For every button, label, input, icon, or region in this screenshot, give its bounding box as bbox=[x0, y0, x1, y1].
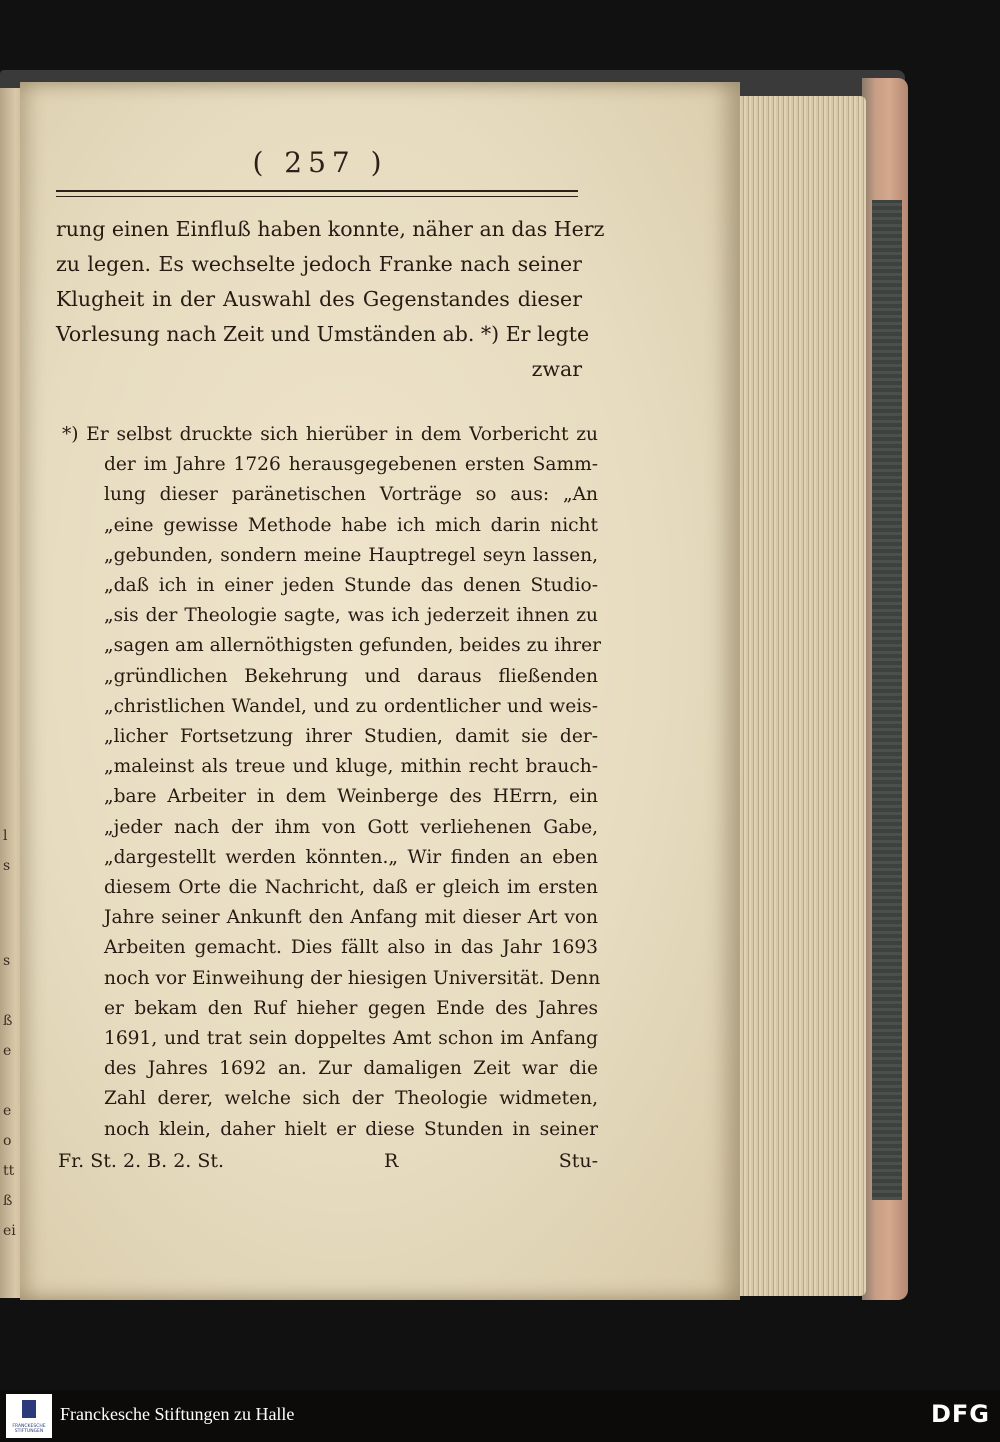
text-line: Vorlesung nach Zeit und Umständen ab. *) Er legte bbox=[56, 322, 590, 346]
dfg-logo[interactable]: DFG bbox=[930, 1400, 990, 1428]
footnote bbox=[62, 420, 601, 1145]
footnote-line: Zahl derer, welche sich der Theologie widmeten, bbox=[104, 1088, 598, 1110]
footnote-line: „sis der Theologie sagte, was ich jederzeit ihnen zu bbox=[104, 605, 598, 627]
left-margin-mark: ß bbox=[3, 1193, 13, 1209]
header-rule bbox=[56, 190, 578, 197]
signature-mark: Fr. St. 2. B. 2. St. bbox=[58, 1150, 225, 1172]
left-margin-mark: o bbox=[3, 1133, 12, 1149]
left-margin-mark: ß bbox=[3, 1013, 13, 1029]
footnote-line: „licher Fortsetzung ihrer Studien, damit sie der- bbox=[104, 726, 598, 748]
signature-letter: R bbox=[384, 1150, 399, 1172]
text-line: zu legen. Es wechselte jedoch Franke nach seiner bbox=[56, 252, 582, 276]
page-number: ( 257 ) bbox=[252, 146, 388, 179]
franckesche-stiftungen-logo[interactable] bbox=[6, 1394, 52, 1438]
footnote-line: 1691, und trat sein doppeltes Amt schon im Anfang bbox=[104, 1028, 598, 1050]
page-edges bbox=[736, 96, 866, 1296]
footnote-line: lung dieser paränetischen Vorträge so aus: „An bbox=[104, 484, 598, 506]
crest-icon bbox=[22, 1400, 36, 1418]
footnote-line: „christlichen Wandel, und zu ordentlicher und weis- bbox=[104, 695, 598, 717]
left-margin-mark: ei bbox=[3, 1223, 16, 1239]
footnote-line: „gründlichen Bekehrung und daraus fließenden bbox=[104, 665, 598, 687]
footnote-line: noch vor Einweihung der hiesigen Universität. Denn bbox=[104, 967, 601, 989]
footnote-line: „eine gewisse Methode habe ich mich darin nicht bbox=[104, 514, 598, 536]
footnote-line: „jeder nach der ihm von Gott verliehenen Gabe, bbox=[104, 816, 598, 838]
footnote-line: „daß ich in einer jeden Stunde das denen Studio- bbox=[104, 575, 598, 597]
logo-caption: FRANCKESCHE STIFTUNGEN bbox=[12, 1424, 46, 1434]
signature-line bbox=[58, 1150, 598, 1182]
left-margin-mark: e bbox=[3, 1103, 12, 1119]
footnote-line: er bekam den Ruf hieher gegen Ende des Jahres bbox=[104, 997, 598, 1019]
footnote-line: „sagen am allernöthigsten gefunden, beides zu ihrer bbox=[104, 635, 601, 657]
footnote-line: diesem Orte die Nachricht, daß er gleich im ersten bbox=[104, 877, 598, 899]
footnote-line: „dargestellt werden könnten.„ Wir finden an eben bbox=[104, 846, 598, 868]
text-line-catch: zwar bbox=[531, 357, 582, 381]
left-margin-mark: s bbox=[3, 953, 11, 969]
footnote-line: „bare Arbeiter in dem Weinberge des HErrn, ein bbox=[104, 786, 598, 808]
footnote-line: des Jahres 1692 an. Zur damaligen Zeit war die bbox=[104, 1058, 598, 1080]
footnote-line: „maleinst als treue und kluge, mithin recht brauch- bbox=[104, 756, 598, 778]
left-margin-mark: tt bbox=[3, 1163, 15, 1179]
text-line: rung einen Einfluß haben konnte, näher an das Herz bbox=[56, 217, 605, 241]
catchword: Stu- bbox=[558, 1150, 598, 1172]
left-margin-mark: l bbox=[3, 828, 8, 844]
footnote-line: „gebunden, sondern meine Hauptregel seyn lassen, bbox=[104, 544, 598, 566]
footnote-line: Jahre seiner Ankunft den Anfang mit dieser Art von bbox=[104, 907, 598, 929]
footnote-line: Arbeiten gemacht. Dies fällt also in das Jahr 1693 bbox=[104, 937, 598, 959]
book-cover-board bbox=[872, 200, 902, 1200]
footnote-line: noch klein, daher hielt er diese Stunden in seiner bbox=[104, 1118, 598, 1140]
institution-name: Franckesche Stiftungen zu Halle bbox=[60, 1404, 295, 1424]
viewer-footer bbox=[0, 1390, 1000, 1442]
footnote-line: *) Er selbst druckte sich hierüber in dem Vorbericht zu bbox=[62, 424, 598, 445]
left-margin-mark: e bbox=[3, 1043, 12, 1059]
footnote-line: der im Jahre 1726 herausgegebenen ersten Samm- bbox=[104, 454, 598, 476]
text-line: Klugheit in der Auswahl des Gegenstandes dieser bbox=[56, 287, 582, 311]
left-margin-mark: s bbox=[3, 858, 11, 874]
main-text bbox=[56, 212, 605, 387]
